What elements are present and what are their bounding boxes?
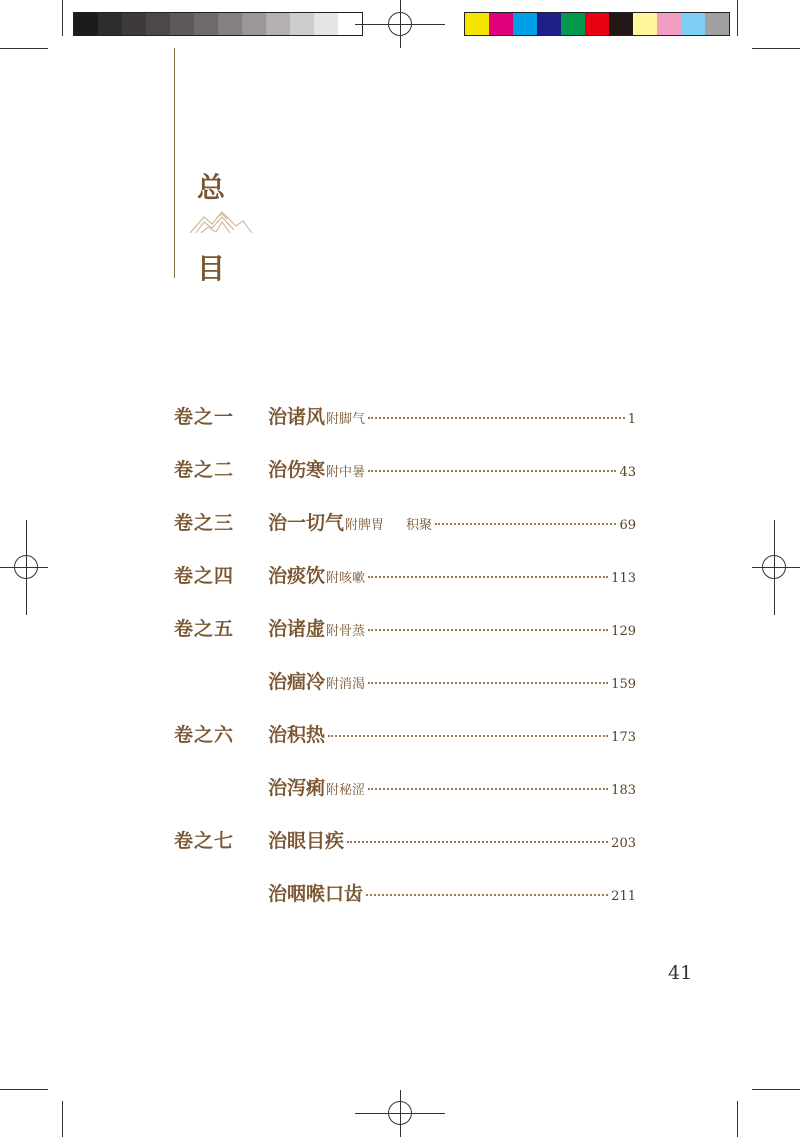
color-swatch <box>657 13 681 35</box>
toc-entry[interactable] <box>174 614 636 644</box>
color-swatch <box>681 13 705 35</box>
page-number: 41 <box>668 962 693 984</box>
toc-entry[interactable] <box>174 455 636 485</box>
gray-swatch <box>314 13 338 35</box>
toc-subtopic: 附脚气 <box>326 412 366 427</box>
toc-volume: 卷之四 <box>174 565 235 587</box>
cmyk-color-bar <box>464 12 730 36</box>
color-swatch <box>705 13 729 35</box>
toc-topic: 治泻痢 <box>268 777 326 799</box>
color-swatch <box>513 13 537 35</box>
toc-volume: 卷之一 <box>174 406 235 428</box>
color-swatch <box>465 13 489 35</box>
color-swatch <box>585 13 609 35</box>
color-swatch <box>489 13 513 35</box>
toc-subtopic-extra: 积聚 <box>406 518 433 533</box>
toc-dot-leader <box>368 470 616 472</box>
color-swatch <box>537 13 561 35</box>
toc-entry[interactable] <box>174 561 636 591</box>
color-swatch <box>561 13 585 35</box>
toc-page-number: 1 <box>627 412 636 427</box>
toc-dot-leader <box>368 788 608 790</box>
toc-page-number: 43 <box>619 465 636 480</box>
toc-page-number: 203 <box>611 836 636 851</box>
gray-swatch <box>290 13 314 35</box>
toc-page-number: 129 <box>611 624 636 639</box>
gray-swatch <box>122 13 146 35</box>
toc-volume: 卷之六 <box>174 724 235 746</box>
gray-swatch <box>98 13 122 35</box>
toc-topic: 治眼目疾 <box>268 830 345 852</box>
gray-swatch <box>266 13 290 35</box>
toc-subtopic: 附咳嗽 <box>326 571 366 586</box>
title-rule <box>174 48 175 278</box>
toc-topic: 治伤寒 <box>268 459 326 481</box>
toc-topic: 治痼冷 <box>268 671 326 693</box>
title-char-zong: 总 <box>197 171 226 204</box>
toc-subtopic: 附中暑 <box>326 465 366 480</box>
toc-entry[interactable] <box>174 773 636 803</box>
toc-topic: 治诸风 <box>268 406 326 428</box>
toc-dot-leader <box>435 523 616 525</box>
toc-volume: 卷之五 <box>174 618 235 640</box>
toc-topic: 治诸虚 <box>268 618 326 640</box>
gray-swatch <box>242 13 266 35</box>
toc-topic: 治积热 <box>268 724 326 746</box>
toc-dot-leader <box>366 894 608 896</box>
toc-entry[interactable] <box>174 879 636 909</box>
gray-swatch <box>170 13 194 35</box>
toc-volume: 卷之七 <box>174 830 235 852</box>
color-swatch <box>609 13 633 35</box>
toc-entry[interactable] <box>174 402 636 432</box>
toc-subtopic: 附秘涩 <box>326 783 366 798</box>
toc-dot-leader <box>328 735 608 737</box>
toc-volume: 卷之三 <box>174 512 235 534</box>
toc-page-number: 183 <box>611 783 636 798</box>
color-swatch <box>633 13 657 35</box>
mountain-ornament-icon <box>188 210 254 234</box>
toc-entry[interactable] <box>174 826 636 856</box>
grayscale-color-bar <box>73 12 363 36</box>
gray-swatch <box>74 13 98 35</box>
toc-subtopic: 附脾胃 <box>345 518 385 533</box>
toc-entry[interactable] <box>174 720 636 750</box>
gray-swatch <box>194 13 218 35</box>
toc-page-number: 211 <box>611 889 636 904</box>
toc-dot-leader <box>368 417 625 419</box>
gray-swatch <box>146 13 170 35</box>
toc-dot-leader <box>368 629 608 631</box>
toc-entry[interactable] <box>174 508 636 538</box>
toc-dot-leader <box>368 576 608 578</box>
title-char-mu: 目 <box>197 252 226 285</box>
toc-topic: 治咽喉口齿 <box>268 883 364 905</box>
toc-page-number: 113 <box>611 571 636 586</box>
toc-subtopic: 附骨蒸 <box>326 624 366 639</box>
toc-entry[interactable] <box>174 667 636 697</box>
toc-page-number: 69 <box>619 518 636 533</box>
toc-topic: 治一切气 <box>268 512 345 534</box>
toc-dot-leader <box>368 682 608 684</box>
toc-page-number: 173 <box>611 730 636 745</box>
toc-page-number: 159 <box>611 677 636 692</box>
toc-volume: 卷之二 <box>174 459 235 481</box>
toc-subtopic: 附消渴 <box>326 677 366 692</box>
gray-swatch <box>218 13 242 35</box>
toc-dot-leader <box>347 841 608 843</box>
toc-topic: 治痰饮 <box>268 565 326 587</box>
